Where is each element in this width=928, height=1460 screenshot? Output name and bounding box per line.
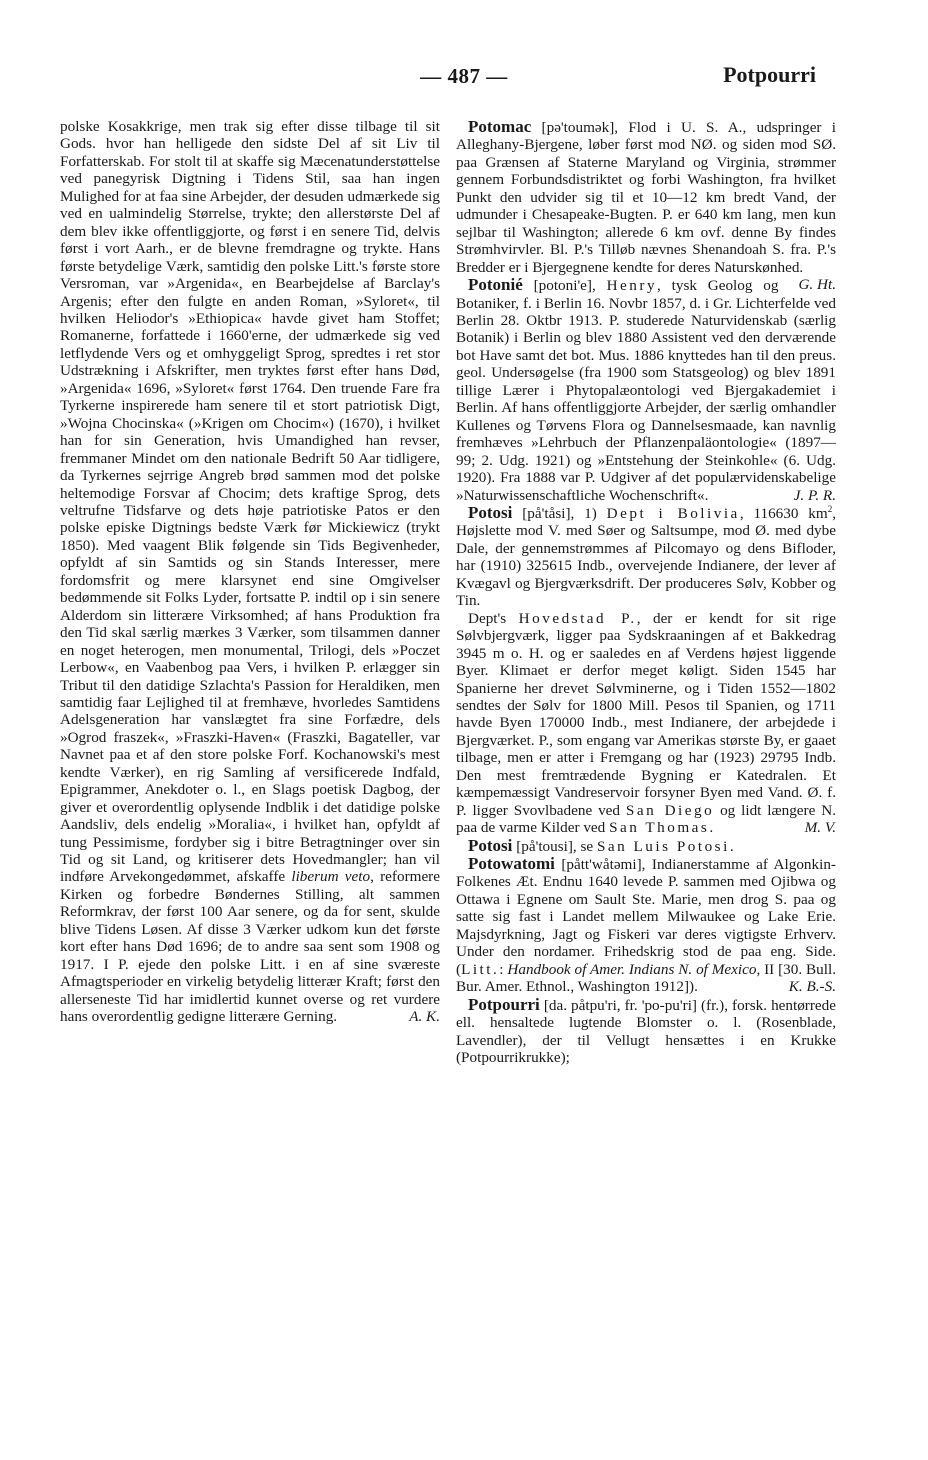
literature-label: Litt. bbox=[461, 960, 500, 978]
paragraph-continued bbox=[60, 118, 440, 1026]
right-column bbox=[456, 118, 836, 1066]
entry-text: , II [30. Bull. Bur. Amer. Ethnol., Washington 1912]). bbox=[456, 960, 836, 996]
entry-spaced-term: Hovedstad P. bbox=[518, 609, 637, 627]
entry-text: [på'tåsi], 1) bbox=[512, 504, 607, 522]
author-signature: G. Ht. bbox=[798, 276, 836, 294]
entry-headword: Potomac bbox=[468, 117, 532, 136]
entry-text: , 116630 km bbox=[739, 504, 828, 522]
cross-reference: San Luis Potosi bbox=[596, 837, 730, 855]
entry-text: [pått'wåtəmi], Indianerstamme af Algonkin-Folkenes Æt. Endnu 1640 levede P. sammen med Ojibwa og Ottawa i Egnene om Sault Ste. Marie, men drog S. paa og satte sig fast i Landet mellem Milwaukee og Lake Erie. Majsdyrkning, Jagt og Fiskeri var deres vigtigste Erhverv. Under den nordamer. Frihedskrig stod de paa eng. Side. ( bbox=[456, 856, 836, 978]
entry-pronunciation: [potoni'e], bbox=[522, 277, 607, 295]
entry-headword: Potpourri bbox=[468, 994, 540, 1014]
superscript: 2 bbox=[827, 503, 833, 514]
author-signature: M. V. bbox=[804, 819, 836, 837]
entry-text: [da. påtpu'ri, fr. 'po-pu'ri] (fr.), forsk. hentørrede ell. hensaltede lugtende Blomster o. l. (Rosenblade, Lavendler), der til Vellugt hensættes i en Krukke (Potpourrikrukke); bbox=[456, 996, 836, 1067]
author-signature: A. K. bbox=[409, 1008, 440, 1026]
entry-headword: Potosi bbox=[468, 502, 513, 522]
entry-text: [på'tousi], se bbox=[512, 837, 597, 855]
entry-headword: Potonié bbox=[468, 275, 523, 295]
italic-term: liberum veto bbox=[291, 868, 371, 886]
author-signature: K. B.-S. bbox=[788, 978, 836, 996]
entry-person-name: Henry bbox=[606, 277, 658, 295]
entry-text: , Højslette mod V. med Søer og Saltsumpe, mod Ø. med dybe Dale, der gennemstrømmes af Pilcomayo og dens Bifloder, har (1910) 325615 Indb., overvejende Indianere, der lever af Kvægavl og Bjergværksdrift. Der produceres Sølv, Kobber og Tin. bbox=[456, 504, 836, 610]
entry-text: . bbox=[729, 837, 734, 855]
entry-text: Dept's bbox=[468, 609, 519, 627]
entry-text: : bbox=[499, 960, 508, 978]
entry-text: . bbox=[709, 819, 714, 837]
page-number: — 487 — bbox=[420, 64, 508, 88]
paragraph-text-end: , reformere Kirken og forbedre Bøndernes Stilling, alt sammen Reformkrav, der først 100 Aar senere, og da for sent, skulde blive Tidens Løsen. Af disse 3 Værker udkom kun det første kort efter hans Død 1696; de to andre saa sent som 1908 og 1917. I P. ejede den polske Litt. i en af sine sværeste Afmagtsperioder en virkelig betydelig litterær Kraft; først den allerseneste Tid har imidlertid kunnet overse og ret vurdere hans overordentlig gedigne litterære Gerning. bbox=[60, 868, 440, 1026]
entry-potonie bbox=[456, 276, 836, 504]
entry-spaced-term: Dept i Bolivia bbox=[606, 504, 740, 522]
entry-spaced-term: San Thomas bbox=[609, 819, 710, 837]
entry-potowatomi bbox=[456, 855, 836, 996]
left-column bbox=[60, 118, 440, 1026]
entry-potosi-dept bbox=[456, 504, 836, 610]
entry-text: og lidt længere N. paa de varme Kilder ved bbox=[456, 801, 836, 837]
entry-text: , tysk Geolog og Botaniker, f. i Berlin 16. Novbr 1857, d. i Gr. Lichterfelde ved Berlin 28. Oktbr 1913. P. studerede Naturvidenskab (særlig Botanik) i Berlin og blev 1880 Assistent ved den derværende bot Have samt det bot. Mus. 1886 knyttedes han til den preus. geol. Undersøgelse (fra 1900 som Statsgeolog) og blev 1891 tillige Lærer i Phytopalæontologi ved Bjergakademiet i Berlin. Af hans offentliggjorte Arbejder, der særlig omhandler Kullenes og Tørvens Flora og Dannelsesmaade, kan navnlig fremhæves »Lehrbuch der Pflanzenpaläontologie« (1897—99; 2. Udg. 1921) og »Entstehung der Steinkohle« (6. Udg. 1920). Fra 1888 var P. Udgiver af det populærvidenskabelige »Naturwissenschaftliche Wochenschrift«. bbox=[456, 277, 836, 504]
entry-text: [pə'toumək], Flod i U. S. A., udspringer i Alleghany-Bjergene, løber først mod NØ. og siden mod SØ. paa Grænsen af Staterne Maryland og Virginia, strømmer gennem Forbundsdistriktet og forbi Washington, fra hvilket Punkt den udvider sig til et 10—12 km bredt Vand, der udmunder i Chesapeake-Bugten. P. er 640 km lang, men kun sejlbar til Washington; allerede 6 km ovf. denne By findes Strømhvirvler. Bl. P.'s Tilløb nævnes Shenandoah S. fra. P.'s Bredder er i Bjergegnene kendte for deres Naturskønhed. bbox=[456, 119, 836, 276]
entry-headword: Potowatomi bbox=[468, 854, 555, 874]
italic-title: Handbook of Amer. Indians N. of Mexico bbox=[507, 960, 757, 978]
running-head: Potpourri bbox=[723, 62, 816, 87]
paragraph-text: polske Kosakkrige, men trak sig efter disse tilbage til sit Gods. hvor han helligede den sidste Del af sit Liv til Forfatterskab. For stolt til at skaffe sig Mæcenatunderstøttelse ved panegyrisk Digtning i Tidens Stil, saa han ingen Mulighed for at faa sine Arbejder, der desuden udmærkede sig ved en ualmindelig Størrelse, trykte; den allerstørste Del af dem blev ikke offentliggjorte, og først i en senere Tid, delvis først i vort Aarh., er de blevne fremdragne og trykte. Hans første betydelige Værk, samtidig den polske Litt.'s første store Versroman, var »Argenida«, en Bearbejdelse af Barclay's Argenis; efter den fulgte en anden Roman, »Syloret«, til hvilken Heliodor's »Ethiopica« havde givet ham Stoffet; Romanerne, forfattede i 1660'erne, der udmærkede sig ved letflydende Vers og et omhyggeligt Sprog, spredtes i ret stor Udstrækning i Afskrifter, men tryktes først efter hans Død, »Argenida« 1696, »Syloret« først 1764. Den truende Fare fra Tyrkerne inspirerede ham senere til et stort patriotisk Digt, »Wojna Chocinska« (»Krigen om Chocim«) (1670), i hvilket han for sin Generation, hvis Umandighed han revser, fremmaner Mindet om den nationale Bedrift 50 Aar tidligere, da Tyrkernes sejrrige Angreb brød sammen mod det polske heltemodige Forsvar af Chocim; dets kraftige Sprog, dets veltrufne Tidsfarve og dets høje patriotiske Patos er den polske episke Digtnings bedste Værk før Mickiewicz (trykt 1850). Med vaagent Blik følgende sin Tids Begivenheder, opfyldt af sin Samtids og sin Stands Interesser, mere fordomsfrit og mere klarsynet end sine Omgivelser bedømmende sit Folks Lyder, fortsatte P. indtil op i sin senere Alderdom sin litterære Virksomhed; af hans Produktion fra den Tid skal særlig mærkes 3 Værker, som tilsammen danner en noget heterogen, men monumental, Trilogi, dels »Poczet Lerbow«, en Vaabenbog paa Vers, i hvilken P. erlægger sin Tribut til den datidige Szlachta's Passion for Heraldiken, men samtidig faar Lejlighed til at fremhæve, hvorledes Samtidens Adelsgeneration har vanslægtet fra sine Forfædre, dels »Ogrod fraszek«, »Fraszki-Haven« (Fraszki, Bagateller, var Navnet paa et af den store polske Forf. Kochanowski's mest kendte Værker), en rig Samling af versificerede Indfald, Epigrammer, Anekdoter o. l., en Slags poetisk Dagbog, der giver et overordentlig oplysende Indblik i det datidige polske Aandsliv, dels endelig »Moralia«, i hvilket han, opfyldt af tung Pessimisme, fordyber sig i bitre Betragtninger over sin Tid og sit Land, og kritiserer dets Hovedmangler; han vil indføre Arvekongedømmet, afskaffe bbox=[60, 118, 440, 886]
entry-potosi-ref bbox=[456, 837, 836, 855]
entry-text: , der er kendt for sit rige Sølvbjergværk, ligger paa Sydskraaningen af et Bakkedrag 3945 m o. H. og er saaledes en af Verdens højest liggende Byer. Klimaet er derfor meget køligt. Siden 1545 har Spanierne her drevet Sølvminerne, og i Tiden 1552—1802 sendtes der Sølv for 1800 Mill. Pesos til Spanien, og 1711 havde Byen 170000 Indb., mest Indianere, der arbejdede i Bjergværket. P., som engang var Amerikas største By, er gaaet tilbage, men er atter i Fremgang og har (1923) 29795 Indb. Den mest fremtrædende Bygning er Katedralen. Et kæmpemæssigt Vandreservoir forsyner Byen med Vand. Ø. f. P. ligger Svovlbadene ved bbox=[456, 609, 837, 819]
entry-headword: Potosi bbox=[468, 835, 513, 855]
entry-potpourri bbox=[456, 996, 836, 1067]
entry-spaced-term: San Diego bbox=[625, 801, 715, 819]
entry-potosi-hovedstad bbox=[456, 610, 836, 837]
page-header bbox=[0, 60, 928, 100]
author-signature: J. P. R. bbox=[793, 486, 836, 504]
